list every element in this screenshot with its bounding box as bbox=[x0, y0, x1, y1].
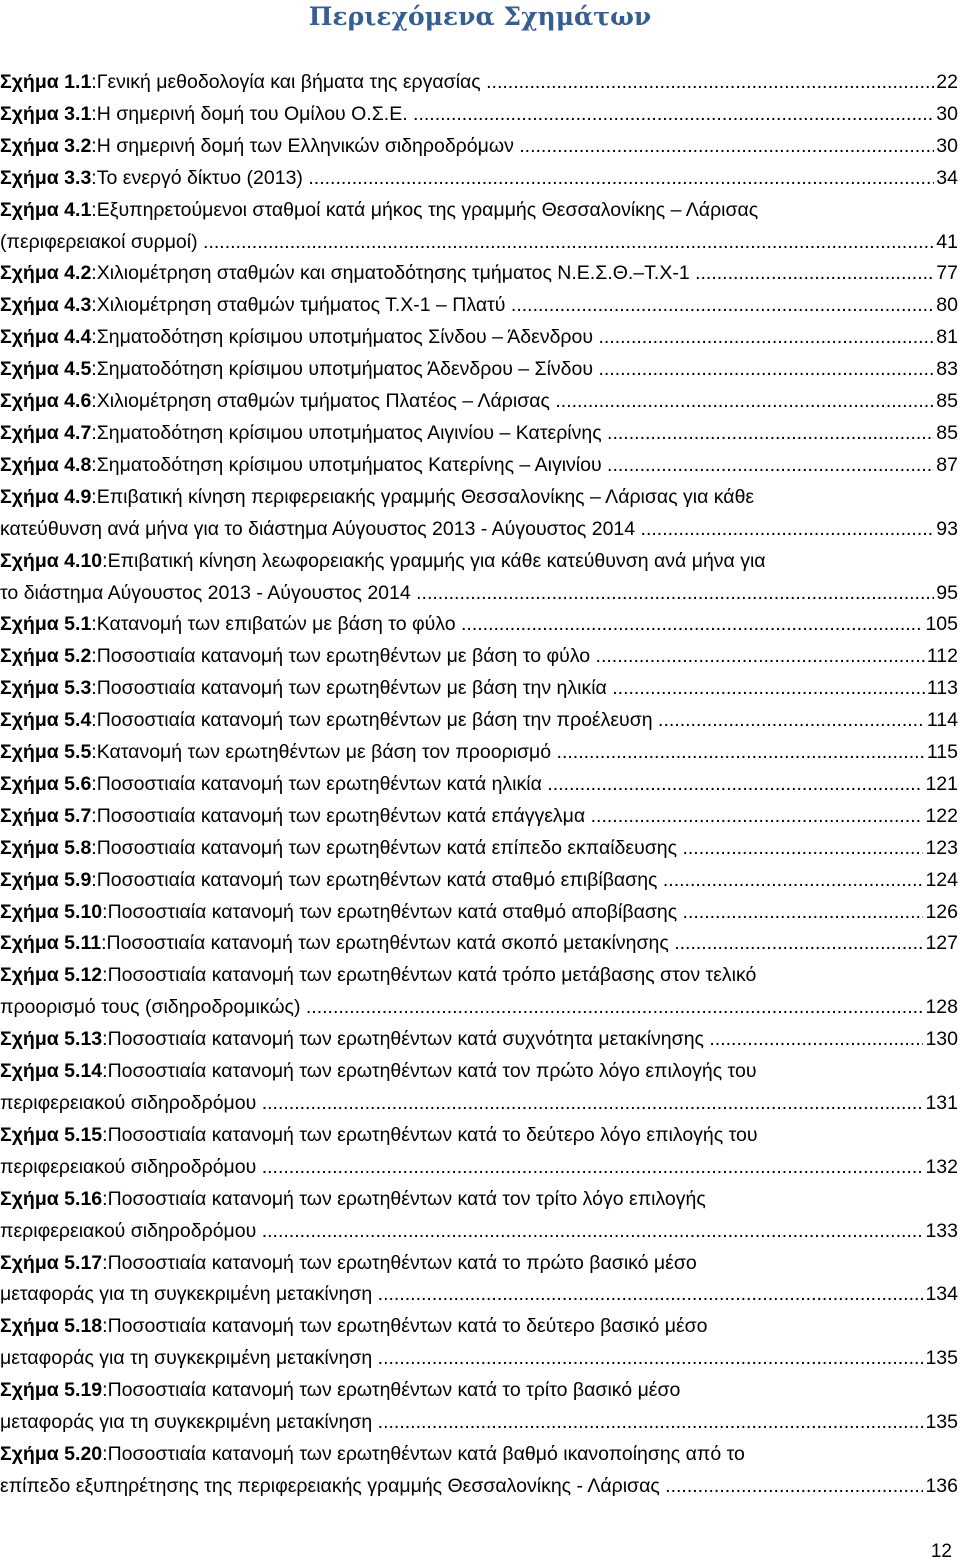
toc-page-number: 30 bbox=[936, 102, 958, 125]
figure-label: Σχήμα 5.17 bbox=[0, 1251, 103, 1274]
figure-caption: Ποσοστιαία κατανομή των ερωτηθέντων κατά ηλικία bbox=[96, 772, 542, 795]
figure-label: Σχήμα 5.13 bbox=[0, 1028, 103, 1051]
figure-caption: Ποσοστιαία κατανομή των ερωτηθέντων κατά σταθμό αποβίβασης bbox=[107, 900, 678, 923]
page-number: 12 bbox=[930, 1541, 952, 1562]
figure-label: Σχήμα 5.1 bbox=[0, 613, 92, 636]
figure-caption: Χιλιομέτρηση σταθμών και σηματοδότησης τμήματος Ν.Ε.Σ.Θ.–Τ.Χ-1 bbox=[96, 262, 690, 285]
toc-page-number: 128 bbox=[925, 996, 958, 1019]
toc-page-number: 115 bbox=[926, 741, 958, 764]
toc-entry[interactable] bbox=[0, 163, 958, 195]
toc-entry[interactable] bbox=[0, 1024, 958, 1056]
toc-page-number: 130 bbox=[925, 1028, 958, 1051]
toc-entry-title bbox=[0, 258, 934, 290]
label-separator: : bbox=[91, 868, 97, 891]
toc-entry[interactable] bbox=[0, 67, 958, 99]
toc-page-number: 77 bbox=[936, 262, 958, 285]
toc-entry[interactable] bbox=[0, 354, 958, 386]
toc-entry[interactable] bbox=[0, 641, 958, 673]
figure-label: Σχήμα 4.1 bbox=[0, 198, 92, 221]
figure-label: Σχήμα 5.6 bbox=[0, 772, 92, 795]
toc-page-number: 126 bbox=[925, 900, 958, 923]
label-separator: : bbox=[91, 804, 97, 827]
toc-entry-title bbox=[0, 964, 756, 986]
figure-label: Σχήμα 4.3 bbox=[0, 294, 92, 317]
toc-entry-title bbox=[0, 1315, 708, 1337]
figure-label: Σχήμα 1.1 bbox=[0, 71, 92, 93]
figure-caption: Ποσοστιαία κατανομή των ερωτηθέντων με βάση την ηλικία bbox=[96, 677, 607, 700]
label-separator: : bbox=[91, 71, 97, 93]
toc-entry-title bbox=[0, 550, 766, 572]
figure-caption: Το ενεργό δίκτυο (2013) bbox=[96, 166, 303, 189]
figure-label: Σχήμα 5.19 bbox=[0, 1379, 103, 1402]
toc-page-number: 95 bbox=[936, 581, 958, 604]
toc-entry-title bbox=[0, 1379, 680, 1401]
toc-page-number: 34 bbox=[936, 166, 958, 189]
figure-label: Σχήμα 3.2 bbox=[0, 134, 92, 157]
toc-page-number: 122 bbox=[925, 804, 958, 827]
toc-entry[interactable] bbox=[0, 1248, 958, 1312]
figure-label: Σχήμα 3.1 bbox=[0, 102, 92, 125]
toc-entry[interactable] bbox=[0, 1184, 958, 1248]
figure-caption-continued: επίπεδο εξυπηρέτησης της περιφερειακής γραμμής Θεσσαλονίκης - Λάρισας ..... bbox=[0, 1471, 923, 1503]
toc-entry-title bbox=[0, 1443, 745, 1465]
figure-caption: Εξυπηρετούμενοι σταθμοί κατά μήκος της γραμμής Θεσσαλονίκης – Λάρισας bbox=[96, 198, 759, 221]
label-separator: : bbox=[91, 134, 97, 157]
label-separator: : bbox=[102, 1060, 108, 1083]
figure-caption-continued: περιφερειακού σιδηροδρόμου ..... bbox=[0, 1088, 923, 1120]
toc-entry[interactable] bbox=[0, 450, 958, 482]
toc-entry[interactable] bbox=[0, 865, 958, 897]
toc-entry[interactable] bbox=[0, 99, 958, 131]
figure-label: Σχήμα 4.2 bbox=[0, 262, 92, 285]
toc-entry[interactable] bbox=[0, 1056, 958, 1120]
figure-label: Σχήμα 5.14 bbox=[0, 1060, 103, 1083]
figure-label: Σχήμα 5.18 bbox=[0, 1315, 103, 1338]
label-separator: : bbox=[102, 1379, 108, 1402]
toc-page-number: 81 bbox=[936, 326, 958, 349]
toc-page-number: 105 bbox=[925, 613, 958, 636]
toc-entry-title bbox=[0, 769, 923, 801]
label-separator: : bbox=[102, 549, 108, 572]
figure-caption: Ποσοστιαία κατανομή των ερωτηθέντων κατά τρόπο μετάβασης στον τελικό bbox=[107, 964, 757, 987]
toc-page-number: 113 bbox=[926, 677, 958, 700]
toc-entry[interactable] bbox=[0, 833, 958, 865]
toc-entry-title bbox=[0, 322, 934, 354]
label-separator: : bbox=[102, 1315, 108, 1338]
figure-caption-continued: περιφερειακού σιδηροδρόμου ..... bbox=[0, 1152, 923, 1184]
figure-label: Σχήμα 5.12 bbox=[0, 964, 103, 987]
toc-entry[interactable] bbox=[0, 960, 958, 1024]
toc-entry[interactable] bbox=[0, 482, 958, 546]
toc-entry-title bbox=[0, 1252, 697, 1274]
toc-entry-title bbox=[0, 641, 925, 673]
label-separator: : bbox=[91, 262, 97, 285]
toc-entry[interactable] bbox=[0, 897, 958, 929]
figure-caption: Γενική μεθοδολογία και βήματα της εργασίας bbox=[96, 71, 481, 93]
toc-page-number: 134 bbox=[925, 1283, 958, 1306]
toc-entry-title bbox=[0, 486, 754, 508]
toc-entry-title bbox=[0, 386, 934, 418]
toc-entry[interactable] bbox=[0, 546, 958, 610]
figure-caption-continued: περιφερειακού σιδηροδρόμου ..... bbox=[0, 1216, 923, 1248]
toc-entry-title bbox=[0, 450, 934, 482]
figure-label: Σχήμα 4.10 bbox=[0, 549, 103, 572]
toc-entry[interactable] bbox=[0, 609, 958, 641]
figure-caption-continued: το διάστημα Αύγουστος 2013 - Αύγουστος 2014 ..... bbox=[0, 578, 934, 610]
figure-caption: Ποσοστιαία κατανομή των ερωτηθέντων κατά επάγγελμα bbox=[96, 804, 586, 827]
figure-caption: Επιβατική κίνηση λεωφορειακής γραμμής για κάθε κατεύθυνση ανά μήνα για bbox=[107, 549, 766, 572]
figure-label: Σχήμα 4.8 bbox=[0, 453, 92, 476]
label-separator: : bbox=[91, 677, 97, 700]
toc-page-number: 133 bbox=[925, 1219, 958, 1242]
figure-label: Σχήμα 4.5 bbox=[0, 358, 92, 381]
figure-caption: Η σημερινή δομή του Ομίλου Ο.Σ.Ε. bbox=[96, 102, 408, 125]
figure-label: Σχήμα 5.4 bbox=[0, 709, 92, 732]
toc-entry-title bbox=[0, 67, 934, 99]
label-separator: : bbox=[91, 836, 97, 859]
toc-page-number: 87 bbox=[936, 453, 958, 476]
toc-entry[interactable] bbox=[0, 801, 958, 833]
toc-entry-title bbox=[0, 131, 934, 163]
label-separator: : bbox=[102, 900, 108, 923]
toc-page-number: 112 bbox=[926, 645, 958, 668]
label-separator: : bbox=[102, 1187, 108, 1210]
label-separator: : bbox=[102, 1028, 108, 1051]
figure-caption-continued: μεταφοράς για τη συγκεκριμένη μετακίνηση ..... bbox=[0, 1279, 923, 1311]
figure-caption: Ποσοστιαία κατανομή των ερωτηθέντων κατά τον τρίτο λόγο επιλογής bbox=[107, 1187, 706, 1210]
figure-label: Σχήμα 5.15 bbox=[0, 1123, 103, 1146]
figure-caption: Ποσοστιαία κατανομή των ερωτηθέντων κατά συχνότητα μετακίνησης bbox=[107, 1028, 704, 1051]
figure-caption: Ποσοστιαία κατανομή των ερωτηθέντων με βάση την προέλευση bbox=[96, 709, 653, 732]
toc-entry-title bbox=[0, 1124, 758, 1146]
label-separator: : bbox=[91, 294, 97, 317]
toc-entry[interactable] bbox=[0, 131, 958, 163]
figure-label: Σχήμα 5.8 bbox=[0, 836, 92, 859]
figure-label: Σχήμα 5.5 bbox=[0, 741, 92, 764]
toc-entry[interactable] bbox=[0, 673, 958, 705]
figure-caption: Ποσοστιαία κατανομή των ερωτηθέντων κατά το πρώτο βασικό μέσο bbox=[107, 1251, 697, 1274]
page-title: Περιεχόμενα Σχημάτων bbox=[308, 2, 652, 31]
figure-caption: Σηματοδότηση κρίσιμου υποτμήματος Σίνδου – Άδενδρου bbox=[96, 326, 594, 349]
toc-entry-title bbox=[0, 737, 925, 769]
figure-caption: Ποσοστιαία κατανομή των ερωτηθέντων κατά σκοπό μετακίνησης bbox=[106, 932, 669, 955]
label-separator: : bbox=[101, 932, 107, 955]
toc-page-number: 127 bbox=[925, 932, 958, 955]
figure-caption: Ποσοστιαία κατανομή των ερωτηθέντων κατά τον πρώτο λόγο επιλογής του bbox=[107, 1060, 757, 1083]
toc-entry-title bbox=[0, 928, 923, 960]
figure-caption: Ποσοστιαία κατανομή των ερωτηθέντων κατά το τρίτο βασικό μέσο bbox=[107, 1379, 681, 1402]
figure-caption: Χιλιομέτρηση σταθμών τμήματος Πλατέος – Λάρισας bbox=[96, 390, 550, 413]
toc-entry-title bbox=[0, 609, 923, 641]
label-separator: : bbox=[91, 390, 97, 413]
label-separator: : bbox=[91, 613, 97, 636]
figure-caption: Ποσοστιαία κατανομή των ερωτηθέντων κατά το δεύτερο βασικό μέσο bbox=[107, 1315, 708, 1338]
toc-entry-title bbox=[0, 1060, 757, 1082]
toc-entry[interactable] bbox=[0, 418, 958, 450]
figure-caption: Ποσοστιαία κατανομή των ερωτηθέντων κατά βαθμό ικανοποίησης από το bbox=[107, 1442, 745, 1465]
toc-page-number: 114 bbox=[926, 709, 958, 732]
figure-label: Σχήμα 5.3 bbox=[0, 677, 92, 700]
figure-label: Σχήμα 5.9 bbox=[0, 868, 92, 891]
label-separator: : bbox=[91, 198, 97, 221]
label-separator: : bbox=[91, 326, 97, 349]
toc-page-number: 136 bbox=[925, 1474, 958, 1497]
toc-entry-title bbox=[0, 1024, 923, 1056]
toc-page-number: 123 bbox=[925, 836, 958, 859]
figure-label: Σχήμα 4.6 bbox=[0, 390, 92, 413]
toc-entry-title bbox=[0, 897, 923, 929]
label-separator: : bbox=[91, 358, 97, 381]
toc-entry-title bbox=[0, 865, 923, 897]
toc-page-number: 85 bbox=[936, 421, 958, 444]
toc-entry[interactable] bbox=[0, 1375, 958, 1439]
toc-page-number: 80 bbox=[936, 294, 958, 317]
figure-label: Σχήμα 5.7 bbox=[0, 804, 92, 827]
figure-caption: Ποσοστιαία κατανομή των ερωτηθέντων κατά σταθμό επιβίβασης bbox=[96, 868, 658, 891]
figure-caption-continued: μεταφοράς για τη συγκεκριμένη μετακίνηση ..... bbox=[0, 1407, 923, 1439]
toc-page-number: 132 bbox=[925, 1155, 958, 1178]
label-separator: : bbox=[91, 453, 97, 476]
figure-label: Σχήμα 5.16 bbox=[0, 1187, 103, 1210]
figure-caption: Σηματοδότηση κρίσιμου υποτμήματος Άδενδρου – Σίνδου bbox=[96, 358, 594, 381]
toc-page-number: 124 bbox=[925, 868, 958, 891]
toc-entry[interactable] bbox=[0, 195, 958, 259]
toc-page-number: 41 bbox=[936, 230, 958, 253]
figure-list bbox=[0, 67, 958, 1503]
figure-caption: Χιλιομέτρηση σταθμών τμήματος Τ.Χ-1 – Πλατύ bbox=[96, 294, 506, 317]
figure-caption-continued: (περιφερειακοί συρμοί) ..... bbox=[0, 227, 934, 259]
figure-label: Σχήμα 3.3 bbox=[0, 166, 92, 189]
label-separator: : bbox=[91, 166, 97, 189]
figure-caption: Ποσοστιαία κατανομή των ερωτηθέντων κατά επίπεδο εκπαίδευσης bbox=[96, 836, 678, 859]
figure-label: Σχήμα 5.11 bbox=[0, 932, 102, 955]
figure-label: Σχήμα 5.20 bbox=[0, 1442, 103, 1465]
toc-page-number: 22 bbox=[936, 71, 958, 93]
toc-page-number: 83 bbox=[936, 358, 958, 381]
toc-entry[interactable] bbox=[0, 737, 958, 769]
toc-page-number: 85 bbox=[936, 390, 958, 413]
toc-entry[interactable] bbox=[0, 928, 958, 960]
figure-caption-continued: κατεύθυνση ανά μήνα για το διάστημα Αύγουστος 2013 - Αύγουστος 2014 ..... bbox=[0, 514, 934, 546]
toc-entry[interactable] bbox=[0, 705, 958, 737]
toc-entry[interactable] bbox=[0, 258, 958, 290]
toc-entry-title bbox=[0, 705, 925, 737]
toc-entry-title bbox=[0, 673, 925, 705]
figure-caption: Σηματοδότηση κρίσιμου υποτμήματος Αιγινίου – Κατερίνης bbox=[96, 421, 602, 444]
toc-page-number: 30 bbox=[936, 134, 958, 157]
toc-page-number: 121 bbox=[925, 772, 958, 795]
figure-label: Σχήμα 5.10 bbox=[0, 900, 103, 923]
toc-page-number: 135 bbox=[925, 1347, 958, 1370]
toc-entry-title bbox=[0, 163, 934, 195]
figure-caption: Επιβατική κίνηση περιφερειακής γραμμής Θεσσαλονίκης – Λάρισας για κάθε bbox=[96, 485, 755, 508]
figure-label: Σχήμα 5.2 bbox=[0, 645, 92, 668]
label-separator: : bbox=[102, 1442, 108, 1465]
toc-entry-title bbox=[0, 99, 934, 131]
figure-label: Σχήμα 4.7 bbox=[0, 421, 92, 444]
toc-entry-title bbox=[0, 354, 934, 386]
label-separator: : bbox=[91, 485, 97, 508]
label-separator: : bbox=[91, 772, 97, 795]
figure-caption: Σηματοδότηση κρίσιμου υποτμήματος Κατερίνης – Αιγινίου bbox=[96, 453, 602, 476]
label-separator: : bbox=[102, 1251, 108, 1274]
toc-entry[interactable] bbox=[0, 386, 958, 418]
toc-page-number: 93 bbox=[936, 517, 958, 540]
toc-entry-title bbox=[0, 199, 758, 221]
figure-label: Σχήμα 4.4 bbox=[0, 326, 92, 349]
label-separator: : bbox=[91, 709, 97, 732]
toc-entry[interactable] bbox=[0, 1311, 958, 1375]
figure-caption-continued: προορισμό τους (σιδηροδρομικώς) ..... bbox=[0, 992, 923, 1024]
label-separator: : bbox=[91, 645, 97, 668]
toc-entry[interactable] bbox=[0, 1439, 958, 1503]
figure-label: Σχήμα 4.9 bbox=[0, 485, 92, 508]
figure-caption: Ποσοστιαία κατανομή των ερωτηθέντων με βάση το φύλο bbox=[96, 645, 591, 668]
toc-entry[interactable] bbox=[0, 290, 958, 322]
toc-entry-title bbox=[0, 290, 934, 322]
toc-page-number: 131 bbox=[925, 1092, 958, 1114]
toc-entry[interactable] bbox=[0, 1120, 958, 1184]
toc-entry-title bbox=[0, 1188, 706, 1210]
toc-entry-title bbox=[0, 801, 923, 833]
toc-entry-title bbox=[0, 418, 934, 450]
figure-caption: Κατανομή των ερωτηθέντων με βάση τον προορισμό bbox=[96, 741, 552, 764]
label-separator: : bbox=[91, 102, 97, 125]
figure-caption-continued: μεταφοράς για τη συγκεκριμένη μετακίνηση ..... bbox=[0, 1343, 923, 1375]
figure-caption: Η σημερινή δομή των Ελληνικών σιδηροδρόμων bbox=[96, 134, 514, 157]
toc-entry[interactable] bbox=[0, 322, 958, 354]
figure-caption: Κατανομή των επιβατών με βάση το φύλο bbox=[96, 613, 456, 636]
toc-page-number: 135 bbox=[925, 1411, 958, 1434]
toc-entry[interactable] bbox=[0, 769, 958, 801]
label-separator: : bbox=[91, 421, 97, 444]
figure-caption: Ποσοστιαία κατανομή των ερωτηθέντων κατά το δεύτερο λόγο επιλογής του bbox=[107, 1123, 758, 1146]
toc-entry-title bbox=[0, 833, 923, 865]
label-separator: : bbox=[102, 1123, 108, 1146]
label-separator: : bbox=[102, 964, 108, 987]
label-separator: : bbox=[91, 741, 97, 764]
